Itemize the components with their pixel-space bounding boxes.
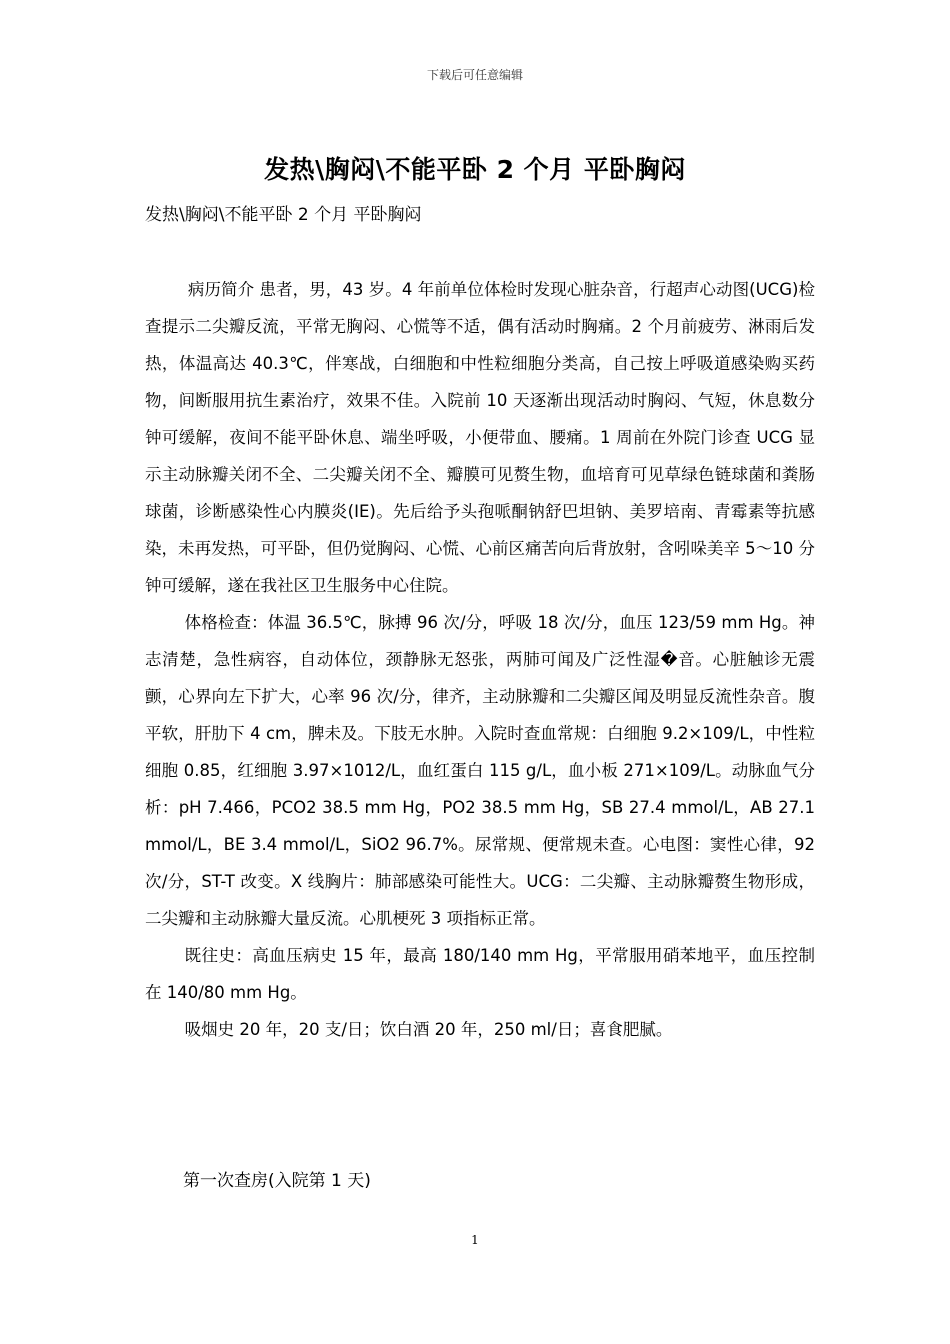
document-title: 发热\胸闷\不能平卧 2 个月 平卧胸闷 bbox=[264, 155, 686, 184]
paragraph-personal-history: 吸烟史 20 年，20 支/日；饮白酒 20 年，250 ml/日；喜食肥腻。 bbox=[184, 1020, 673, 1039]
paragraph-past-history: 既往史：高血压病史 15 年，最高 180/140 mm Hg，平常服用硝苯地平，血压控制在 140/80 mm Hg。 bbox=[145, 946, 815, 1002]
document-subtitle: 发热\胸闷\不能平卧 2 个月 平卧胸闷 bbox=[145, 205, 422, 225]
paragraph-case-summary: 病历简介 患者，男，43 岁。4 年前单位体检时发现心脏杂音，行超声心动图(UCG)检查提示二尖瓣反流，平常无胸闷、心慌等不适，偶有活动时胸痛。2 个月前疲劳、淋雨后发热，体温高达 40.3℃，伴寒战，白细胞和中性粒细胞分类高，自己按上呼吸道感染购买药物，间断服用抗生素治疗，效果不佳。入院前 10 天逐渐出现活动时胸闷、气短，休息数分钟可缓解，夜间不能平卧休息、端坐呼吸，小便带血、腰痛。1 周前在外院门诊查 UCG 显示主动脉瓣关闭不全、二尖瓣关闭不全、瓣膜可见赘生物，血培育可见草绿色链球菌和粪肠球菌，诊断感染性心内膜炎(IE)。先后给予头孢哌酮钠舒巴坦钠、美罗培南、青霉素等抗感染，未再发热，可平卧，但仍觉胸闷、心慌、心前区痛苦向后背放射，含吲哚美辛 5～10 分钟可缓解，遂在我社区卫生服务中心住院。 bbox=[145, 280, 815, 595]
paragraph-physical-exam: 体格检查：体温 36.5℃，脉搏 96 次/分，呼吸 18 次/分，血压 123/59 mm Hg。神志清楚，急性病容，自动体位，颈静脉无怒张，两肺可闻及广泛性湿�音。心脏触诊无震颤，心界向左下扩大，心率 96 次/分，律齐，主动脉瓣和二尖瓣区闻及明显反流性杂音。腹平软，肝肋下 4 cm，脾未及。下肢无水肿。入院时查血常规：白细胞 9.2×109/L，中性粒细胞 0.85，红细胞 3.97×1012/L，血红蛋白 115 g/L，血小板 271×109/L。动脉血气分析：pH 7.466，PCO2 38.5 mm Hg，PO2 38.5 mm Hg，SB 27.4 mmol/L，AB 27.1 mmol/L，BE 3.4 mmol/L，SiO2 96.7%。尿常规、便常规未查。心电图：窦性心律，92 次/分，ST-T 改变。X 线胸片：肺部感染可能性大。UCG：二尖瓣、主动脉瓣赘生物形成，二尖瓣和主动脉瓣大量反流。心肌梗死 3 项指标正常。 bbox=[145, 613, 815, 928]
round-heading: 第一次查房(入院第 1 天) bbox=[183, 1171, 371, 1191]
header-note: 下载后可任意编辑 bbox=[426, 68, 523, 82]
page-number: 1 bbox=[471, 1233, 479, 1247]
document-body bbox=[145, 271, 815, 1048]
